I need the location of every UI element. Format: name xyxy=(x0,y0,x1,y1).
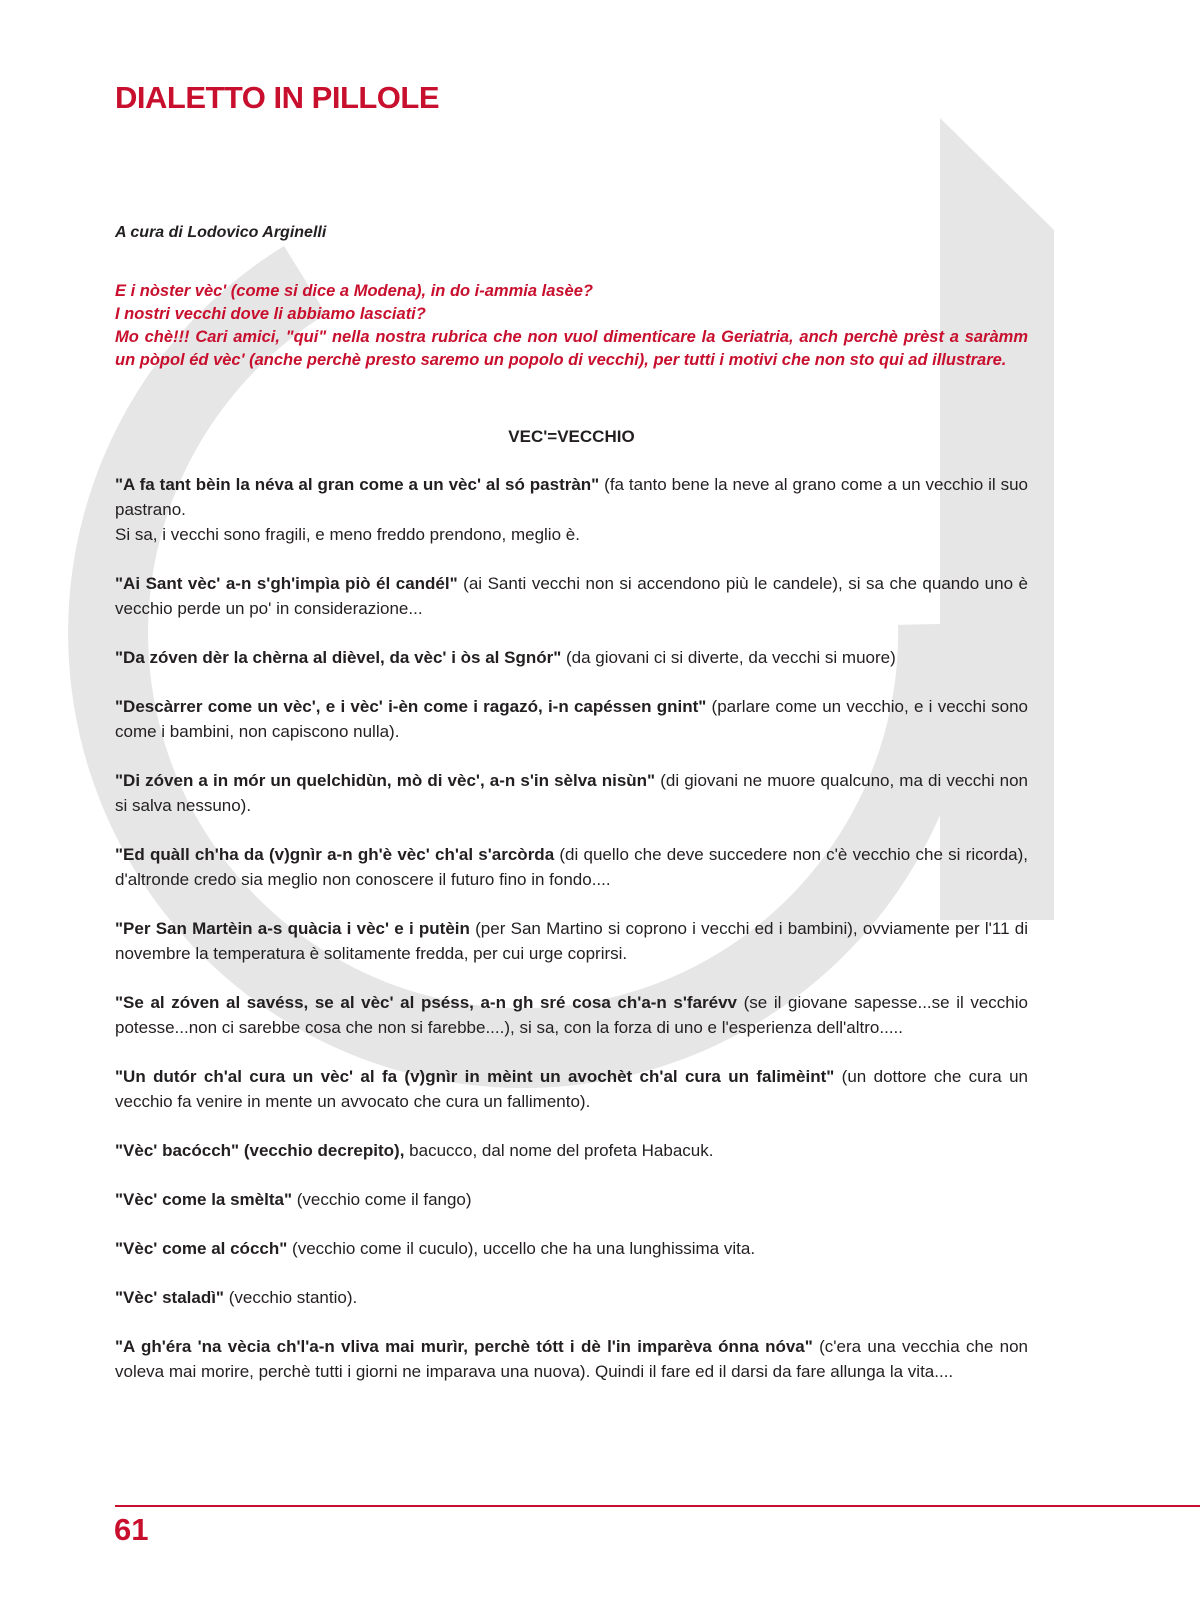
proverb-dialect: "Un dutór ch'al cura un vèc' al fa (v)gnìr in mèint un avochèt ch'al cura un falimèint" xyxy=(115,1067,835,1086)
proverb-entry xyxy=(115,916,1028,966)
proverb-translation: (per San Martino si coprono i vecchi ed i bambini), ovviamente per l'11 di novembre la temperatura è solitamente fredda, per cui urge coprirsi. xyxy=(115,919,1028,963)
proverb-entry xyxy=(115,1334,1028,1384)
proverb-entry xyxy=(115,990,1028,1040)
proverb-dialect: "Da zóven dèr la chèrna al dièvel, da vèc' i òs al Sgnór" xyxy=(115,648,562,667)
proverb-dialect: "Vèc' come al cócch" xyxy=(115,1239,288,1258)
intro-line: E i nòster vèc' (come si dice a Modena), in do i-ammia lasèe? xyxy=(115,282,593,300)
proverb-entry xyxy=(115,1285,1028,1310)
proverb-entry xyxy=(115,1064,1028,1114)
proverb-translation: (vecchio come il cuculo), uccello che ha una lunghissima vita. xyxy=(287,1239,756,1258)
proverb-translation: (di giovani ne muore qualcuno, ma di vecchi non si salva nessuno). xyxy=(115,771,1028,815)
proverb-dialect: "A fa tant bèin la néva al gran come a un vèc' al só pastràn" xyxy=(115,475,600,494)
intro-block xyxy=(115,280,1028,372)
proverb-dialect: "Per San Martèin a-s quàcia i vèc' e i putèin xyxy=(115,919,470,938)
proverb-entry xyxy=(115,1138,1028,1163)
proverb-dialect: "Di zóven a in mór un quelchidùn, mò di vèc', a-n s'in sèlva nisùn" xyxy=(115,771,656,790)
proverb-dialect: "Ai Sant vèc' a-n s'gh'impìa piò él candél" xyxy=(115,574,458,593)
intro-line: Mo chè!!! Cari amici, "qui" nella nostra rubrica che non vuol dimenticare la Geriatria, anch perchè prèst a saràmm un pòpol éd vèc' (anche perchè presto saremo un popolo di vecchi), per tutti i motivi che non sto qui ad illustrare. xyxy=(115,328,1028,369)
proverb-list xyxy=(115,472,1028,1408)
proverb-translation: (di quello che deve succedere non c'è vecchio che si ricorda), d'altronde credo sia meglio non conoscere il futuro fino in fondo.... xyxy=(115,845,1029,889)
proverb-dialect: "Vèc' come la smèlta" xyxy=(115,1190,293,1209)
proverb-entry xyxy=(115,842,1028,892)
proverb-dialect: "Vèc' staladì" xyxy=(115,1288,224,1307)
proverb-entry xyxy=(115,768,1028,818)
proverb-translation: (ai Santi vecchi non si accendono più le candele), si sa che quando uno è vecchio perde un po' in considerazione... xyxy=(115,574,1028,618)
proverb-translation: (c'era una vecchia che non voleva mai morire, perchè tutti i giorni ne imparava una nuova). Quindi il fare ed il darsi da fare allunga la vita.... xyxy=(115,1337,1028,1381)
proverb-translation: bacucco, dal nome del profeta Habacuk. xyxy=(404,1141,714,1160)
proverb-translation: (vecchio come il fango) xyxy=(292,1190,472,1209)
author-byline: A cura di Lodovico Arginelli xyxy=(115,224,327,241)
footer-rule xyxy=(115,1505,1200,1507)
proverb-entry xyxy=(115,1187,1028,1212)
proverb-entry xyxy=(115,472,1028,547)
proverb-translation: (parlare come un vecchio, e i vecchi sono come i bambini, non capiscono nulla). xyxy=(115,697,1028,741)
proverb-dialect: "Vèc' bacócch" (vecchio decrepito), xyxy=(115,1141,405,1160)
proverb-entry xyxy=(115,1236,1028,1261)
page-number: 61 xyxy=(114,1512,149,1547)
proverb-comment: Si sa, i vecchi sono fragili, e meno freddo prendono, meglio è. xyxy=(115,525,580,544)
page-title: DIALETTO IN PILLOLE xyxy=(115,80,440,115)
section-heading: VEC'=VECCHIO xyxy=(508,427,635,446)
proverb-translation: (fa tanto bene la neve al grano come a un vecchio il suo pastrano. xyxy=(115,475,1028,519)
proverb-dialect: "A gh'éra 'na vècia ch'l'a-n vliva mai murìr, perchè tótt i dè l'in imparèva ónna nóva" xyxy=(115,1337,813,1356)
proverb-dialect: "Descàrrer come un vèc', e i vèc' i-èn come i ragazó, i-n capéssen gnint" xyxy=(115,697,707,716)
proverb-translation: (se il giovane sapesse...se il vecchio potesse...non ci sarebbe cosa che non si farebbe....), si sa, con la forza di uno e l'esperienza dell'altro..... xyxy=(115,993,1028,1037)
proverb-dialect: "Ed quàll ch'ha da (v)gnìr a-n gh'è vèc' ch'al s'arcòrda xyxy=(115,845,555,864)
proverb-translation: (un dottore che cura un vecchio fa venire in mente un avvocato che cura un fallimento). xyxy=(115,1067,1028,1111)
proverb-entry xyxy=(115,694,1028,744)
proverb-entry xyxy=(115,571,1028,621)
intro-line: I nostri vecchi dove li abbiamo lasciati? xyxy=(115,305,426,323)
proverb-dialect: "Se al zóven al savéss, se al vèc' al pséss, a-n gh sré cosa ch'a-n s'farévv xyxy=(115,993,738,1012)
proverb-translation: (vecchio stantio). xyxy=(224,1288,358,1307)
proverb-entry xyxy=(115,645,1028,670)
proverb-translation: (da giovani ci si diverte, da vecchi si muore) xyxy=(561,648,896,667)
